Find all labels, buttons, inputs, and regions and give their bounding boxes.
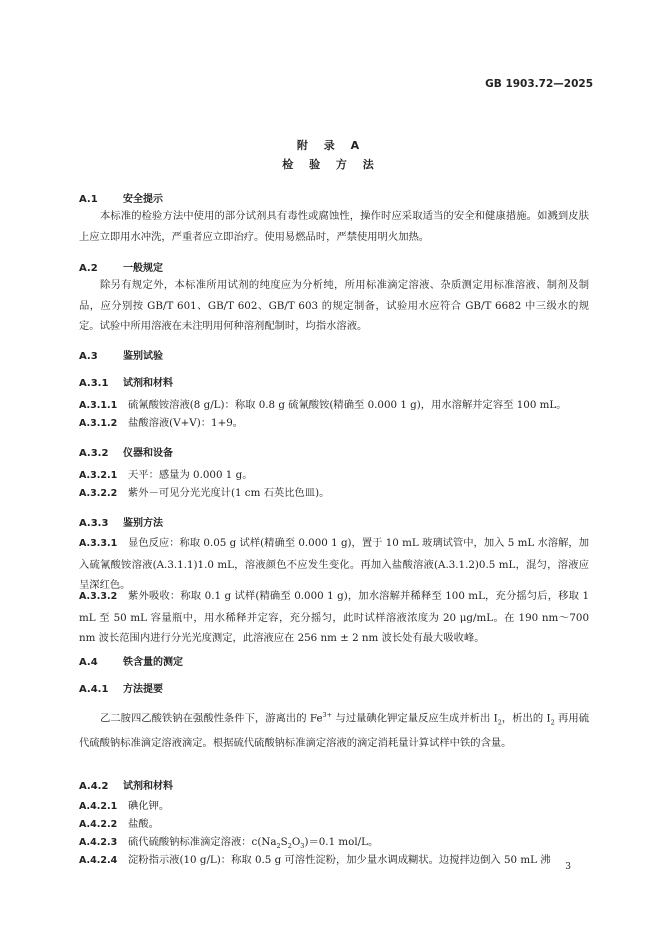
appendix-subtitle: 检 验 方 法 [282,158,380,171]
standard-number: GB 1903.72—2025 [485,78,593,90]
section-number: A.4.2 [79,781,109,792]
section-title: 仪器和设备 [123,448,173,459]
text-run: )＝0.1 mol/L。 [304,836,379,848]
section-title: 铁含量的测定 [123,657,183,668]
appendix-title: 附 录 A [296,139,366,152]
clause-text: 碘化钾。 [128,800,170,812]
clause-a424 [79,850,589,872]
subscript: 2 [276,842,281,851]
clause-number: A.4.2.1 [79,801,118,812]
clause-number: A.3.1.2 [79,418,118,429]
page-number: 3 [565,862,571,872]
section-heading-a2 [79,259,163,274]
clause-text: 紫外吸收：称取 0.1 g 试样(精确至 0.000 1 g)，加水溶解并稀释至 100 mL，充分摇匀后，移取 1 mL 至 50 mL 容量瓶中，用水稀释并定容，充分摇匀，此时试样溶液浓度为 20 μg/mL。在 190 nm～700 nm 波长范围内进行分光光度测定，此溶液应在 256 nm ± 2 nm 波长处有最大吸收峰。 [79,590,589,644]
section-heading-a32 [79,444,173,459]
section-title: 鉴别方法 [123,518,163,529]
text-run: 硫代硫酸钠标准滴定溶液：c(Na [128,836,277,848]
section-heading-a31 [79,374,173,389]
section-title: 试剂和材料 [123,378,173,389]
clause-a332 [79,586,589,649]
section-heading-a33 [79,514,163,529]
section-number: A.1 [79,194,98,205]
section-number: A.3.3 [79,518,109,529]
clause-number: A.3.2.1 [79,470,118,481]
paragraph-safety: 本标准的检验方法中使用的部分试剂具有毒性或腐蚀性，操作时应采取适当的安全和健康措施。如溅到皮肤上应立即用水冲洗，严重者应立即治疗。使用易燃品时，严禁使用明火加热。 [79,210,589,243]
clause-text: 硫氰酸铵溶液(8 g/L)：称取 0.8 g 硫氰酸铵(精确至 0.000 1 g)，用水溶解并定容至 100 mL。 [128,399,567,411]
clause-a322 [79,483,589,505]
text-run: 再用硫代硫酸钠标准滴定溶液滴定。根据硫代硫酸钠标准滴定溶液的滴定消耗量计算试样中铁的含量。 [79,712,589,749]
subscript: 2 [497,718,502,727]
paragraph-general: 除另有规定外，本标准所用试剂的纯度应为分析纯，所用标准滴定溶液、杂质测定用标准溶液、制剂及制品，应分别按 GB/T 601、GB/T 602、GB/T 603 的规定制备，试验用水应符合 GB/T 6682 中三级水的规定。试验中所用溶液在未注明用何种溶剂配制时，均指水溶液。 [79,279,589,332]
subscript: 2 [287,842,292,851]
clause-number: A.3.3.1 [79,538,118,549]
section-number: A.3 [79,351,98,362]
section-heading-a41 [79,680,163,695]
section-number: A.4 [79,657,98,668]
superscript: 3+ [322,711,333,719]
subscript: 2 [550,718,555,727]
clause-number: A.4.2.4 [79,855,118,866]
section-heading-a1 [79,190,163,205]
section-number: A.2 [79,263,98,274]
section-title: 一般规定 [123,263,163,274]
clause-number: A.3.3.2 [79,591,118,602]
text-run: S [280,836,288,848]
section-number: A.4.1 [79,684,109,695]
clause-text: 天平：感量为 0.000 1 g。 [128,469,253,481]
section-heading-a3 [79,347,163,362]
clause-text: 盐酸。 [128,818,159,830]
clause-text: 紫外－可见分光光度计(1 cm 石英比色皿)。 [128,487,330,499]
section-heading-a42 [79,777,173,792]
clause-a312 [79,413,589,435]
clause-number: A.3.1.1 [79,400,118,411]
section-number: A.3.2 [79,448,109,459]
text-run: ，析出的 I [501,712,551,725]
text-run: 与过量碘化钾定量反应生成并析出 I [332,712,498,725]
clause-number: A.4.2.3 [79,837,118,848]
section-title: 鉴别试验 [123,351,163,362]
paragraph-method-summary [79,705,589,753]
section-number: A.3.1 [79,378,109,389]
clause-number: A.4.2.2 [79,819,118,830]
clause-text: 淀粉指示液(10 g/L)：称取 0.5 g 可溶性淀粉，加少量水调成糊状。边搅拌边倒入 50 mL 沸 [128,854,551,866]
section-title: 方法提要 [123,684,163,695]
section-title: 试剂和材料 [123,781,173,792]
clause-text: 盐酸溶液(V+V)：1+9。 [128,417,244,429]
text-run: 乙二胺四乙酸铁钠在强酸性条件下，游离出的 Fe [100,712,323,725]
clause-text: 显色反应：称取 0.05 g 试样(精确至 0.000 1 g)，置于 10 mL 玻璃试管中，加入 5 mL 水溶解，加入硫氰酸铵溶液(A.3.1.1)1.0 mL，溶液颜色不应发生变化。再加入盐酸溶液(A.3.1.2)0.5 mL，混匀，溶液应呈深红色。 [79,537,589,591]
subscript: 3 [300,842,305,851]
text-run: O [291,836,301,848]
section-title: 安全提示 [123,194,163,205]
section-heading-a4 [79,653,183,668]
clause-number: A.3.2.2 [79,488,118,499]
